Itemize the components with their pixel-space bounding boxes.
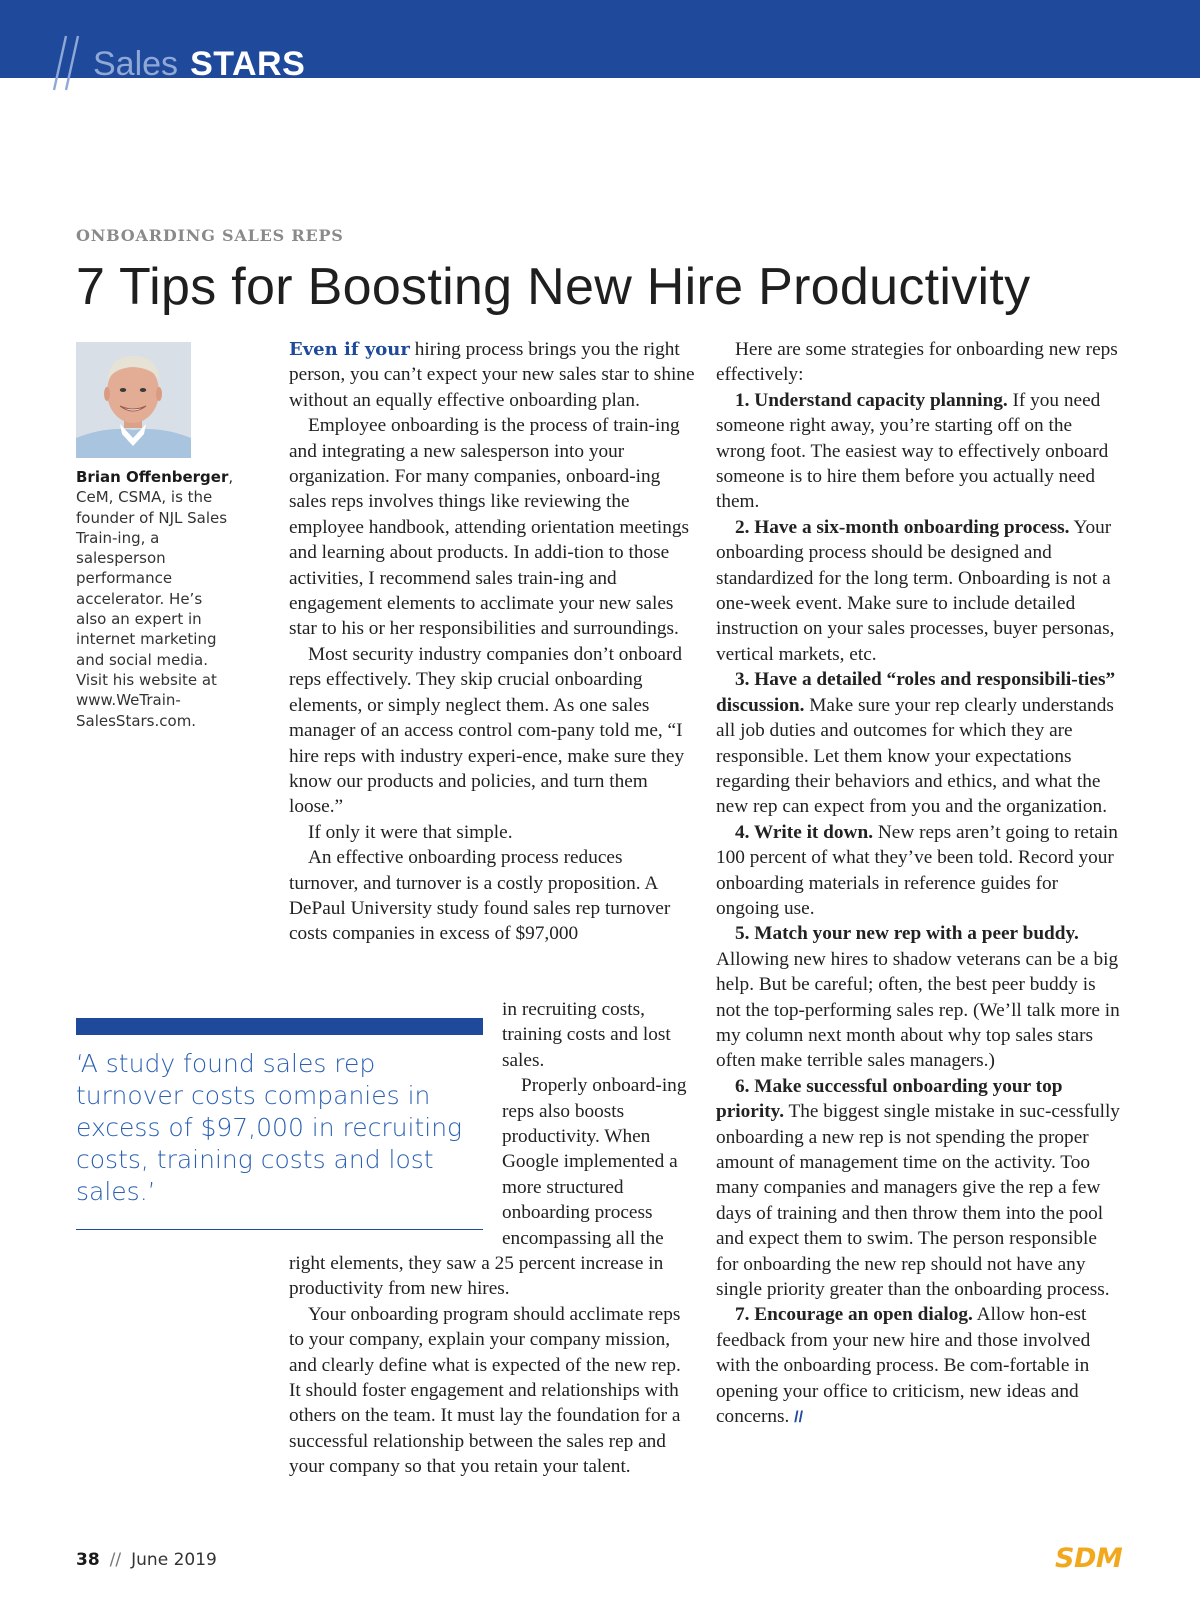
tip-3	[716, 667, 1122, 819]
tip-5	[716, 921, 1122, 1073]
tip-1	[716, 388, 1122, 515]
sdm-logo: SDM	[1055, 1543, 1123, 1574]
tip-5-heading: 5. Match your new rep with a peer buddy.	[735, 923, 1079, 945]
end-mark: //	[794, 1409, 804, 1427]
tip-2-body: Your onboarding process should be designed and standardized for the long term. Onboarding is not a one-week event. Make sure to include detailed instruction on your sales processes, buyer personas, vertical markets, etc.	[716, 516, 1115, 665]
tip-6	[716, 1074, 1122, 1303]
author-name: Brian Offenberger	[76, 468, 229, 486]
section-label-light: Sales	[93, 45, 179, 83]
pull-quote-bar	[76, 1018, 483, 1035]
pull-quote-rule	[76, 1229, 483, 1230]
tip-3-body: Make sure your rep clearly understands all job duties and outcomes for which they are responsible. Let them know your expectations regarding their behaviors and ethics, and what the new rep can expect from you and the organization.	[716, 694, 1114, 818]
tip-1-body: If you need someone right away, you’re starting off on the wrong foot. The easiest way to effectively onboard someone is to hire them before you actually need them.	[716, 389, 1109, 513]
tip-3-heading: 3. Have a detailed “roles and responsibili-ties” discussion.	[716, 669, 1116, 716]
tip-7-heading: 7. Encourage an open dialog.	[735, 1304, 973, 1326]
tip-4-body: New reps aren’t going to retain 100 percent of what they’ve been told. Record your onboarding materials in reference guides for ongoing use.	[716, 821, 1118, 919]
body-column-middle-bottom	[289, 1251, 696, 1480]
author-portrait-image	[76, 342, 191, 458]
body-column-middle-narrow	[502, 997, 697, 1251]
tip-2	[716, 515, 1122, 667]
page-number: 38	[76, 1550, 100, 1570]
section-label-bold: STARS	[190, 45, 306, 83]
paragraph-7: Your onboarding program should acclimate reps to your company, explain your company mission, and clearly define what is expected of the new rep. It should foster engagement and relationships with others on the team. It must lay the foundation for a successful relationship between the sales rep and your company so that you retain your talent.	[289, 1303, 681, 1478]
body-column-middle-top	[289, 337, 696, 947]
section-label	[93, 44, 305, 84]
tip-4-heading: 4. Write it down.	[735, 821, 874, 843]
paragraph-6: Properly onboard-ing reps also boosts productivity. When Google implemented a more structured onboarding process encompassing all the	[502, 1075, 687, 1249]
double-slash-icon	[50, 34, 94, 92]
folio	[76, 1550, 217, 1570]
paragraph-3: Most security industry companies don’t onboard reps effectively. They skip crucial onboarding elements, or simply neglect them. As one sales manager of an access control com-pany told me, “I hire reps with industry experi-ence, make sure they know our products and policies, and turn them loose.”	[289, 643, 685, 818]
lead-in: Even if your	[289, 339, 410, 360]
author-bio	[76, 467, 236, 731]
tip-1-heading: 1. Understand capacity planning.	[735, 389, 1008, 411]
article-kicker: ONBOARDING SALES REPS	[76, 226, 344, 245]
article-title: 7 Tips for Boosting New Hire Productivity	[76, 258, 1031, 316]
tip-7-body: Allow hon-est feedback from your new hire and those involved with the onboarding process. Be com-fortable in opening your office to criticism, new ideas and concerns.	[716, 1304, 1091, 1428]
paragraph-6-continued: right elements, they saw a 25 percent increase in productivity from new hires.	[289, 1253, 664, 1300]
tip-2-heading: 2. Have a six-month onboarding process.	[735, 516, 1070, 538]
author-bio-text: , CeM, CSMA, is the founder of NJL Sales Train-ing, a salesperson performance accelerator. He’s also an expert in internet marketing and social media. Visit his website at www.WeTrain-SalesStars.com.	[76, 468, 234, 730]
tips-intro: Here are some strategies for onboarding new reps effectively:	[716, 339, 1118, 386]
folio-separator: //	[109, 1550, 122, 1570]
tip-7	[716, 1302, 1122, 1430]
paragraph-1	[289, 337, 696, 413]
tip-6-body: The biggest single mistake in suc-cessfully onboarding a new rep is not spending the proper amount of management time on the activity. Too many companies and managers give the rep a few days of training and then throw them into the pool and expect them to swim. The person responsible for onboarding the new rep should not have any single priority greater than the onboarding process.	[716, 1101, 1120, 1301]
tip-5-body: Allowing new hires to shadow veterans can be a big help. But be careful; often, the best peer buddy is not the top-performing sales rep. (We’ll talk more in my column next month about why top sales stars often make terrible sales managers.)	[716, 948, 1120, 1072]
paragraph-2: Employee onboarding is the process of train-ing and integrating a new salesperson into your organization. For many companies, onboard-ing sales reps involves things like reviewing the employee handbook, attending orientation meetings and learning about products. In addi-tion to those activities, I recommend sales train-ing and engagement elements to acclimate your new sales star to his or her responsibilities and surroundings.	[289, 415, 689, 640]
body-column-right	[716, 337, 1122, 1430]
paragraph-1-text: hiring process brings you the right person, you can’t expect your new sales star to shine without an equally effective onboarding plan.	[289, 339, 695, 411]
paragraph-5: An effective onboarding process reduces turnover, and turnover is a costly proposition. A DePaul University study found sales rep turnover costs companies in excess of $97,000	[289, 847, 671, 945]
author-photo	[76, 342, 191, 458]
tip-6-heading: 6. Make successful onboarding your top priority.	[716, 1075, 1063, 1123]
paragraph-5-continued: in recruiting costs, training costs and lost sales.	[502, 999, 671, 1071]
issue-date: June 2019	[131, 1550, 217, 1570]
tip-4	[716, 820, 1122, 922]
paragraph-4: If only it were that simple.	[308, 821, 513, 843]
pull-quote: ‘A study found sales rep turnover costs companies in excess of $97,000 in recruiting costs, training costs and lost sales.’	[76, 1049, 463, 1206]
